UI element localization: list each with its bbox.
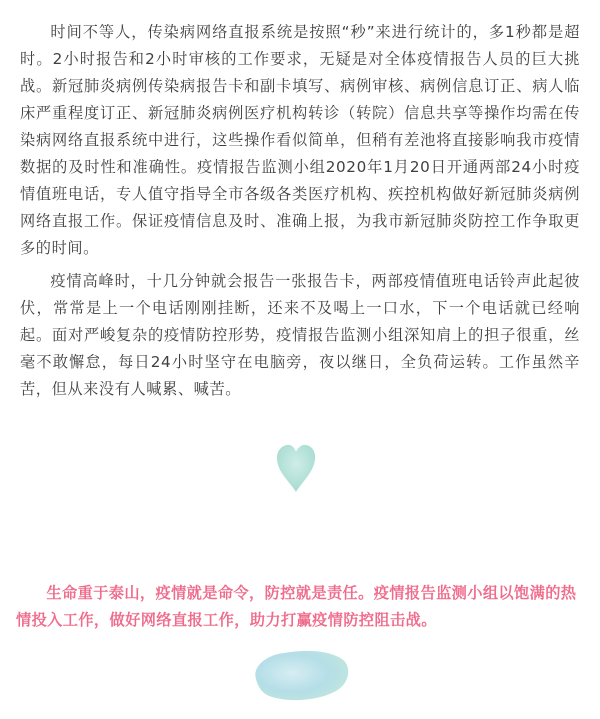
article-paragraph-2: 疫情高峰时，十几分钟就会报告一张报告卡，两部疫情值班电话铃声此起彼伏，常常是上一个电话刚刚挂断，还来不及喝上一口水，下一个电话就已经响起。面对严峻复杂的疫情防控形势，疫情报告监测小组深知肩上的担子很重，丝毫不敢懈怠，每日24小时坚守在电脑旁，夜以继日，全负荷运转。工作虽然辛苦，但从来没有人喊累、喊苦。 [20,272,580,399]
heart-icon [274,442,318,494]
highlight-statement: 生命重于泰山，疫情就是命令，防控就是责任。疫情报告监测小组以饱满的热情投入工作，做好网络直报工作，助力打赢疫情防控阻击战。 [16,584,577,630]
blob-icon [248,645,354,705]
article-paragraph-1: 时间不等人，传染病网络直报系统是按照“秒”来进行统计的，多1秒都是超时。2小时报告和2小时审核的工作要求，无疑是对全体疫情报告人员的巨大挑战。新冠肺炎病例传染病报告卡和副卡填写、病例审核、病例信息订正、病人临床严重程度订正、新冠肺炎病例医疗机构转诊（转院）信息共享等操作均需在传染病网络直报系统中进行，这些操作看似简单，但稍有差池将直接影响我市疫情数据的及时性和准确性。疫情报告监测小组2020年1月20日开通两部24小时疫情值班电话，专人值守指导全市各级各类医疗机构、疾控机构做好新冠肺炎病例网络直报工作。保证疫情信息及时、准确上报，为我市新冠肺炎防控工作争取更多的时间。 [20,23,580,258]
